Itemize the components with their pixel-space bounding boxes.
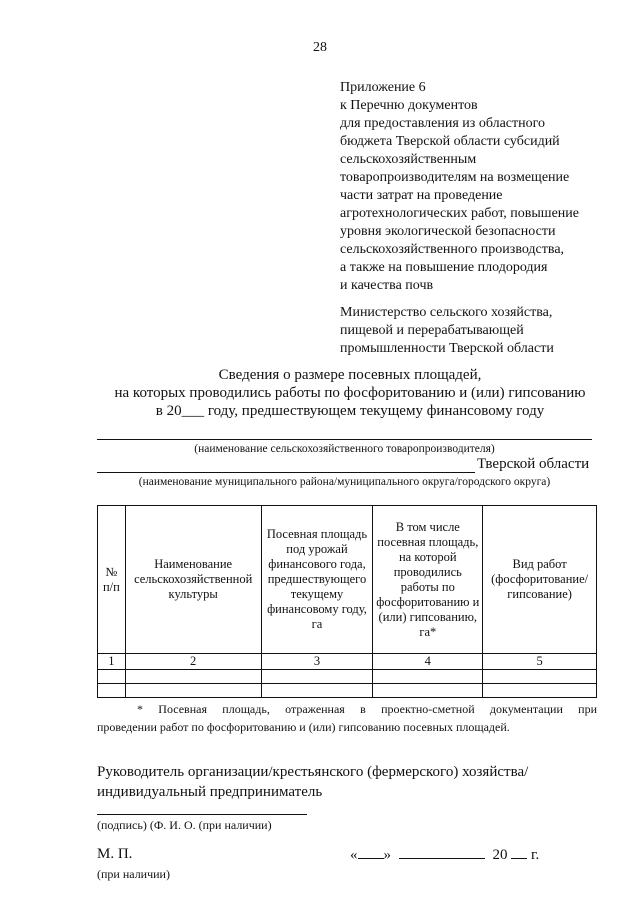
annex-line: товаропроизводителям на возмещение: [340, 170, 570, 185]
region-suffix: Тверской области: [477, 456, 590, 472]
signature-line[interactable]: [97, 814, 307, 815]
annex-line: а также на повышение плодородия: [340, 260, 548, 275]
annex-line: к Перечню документов: [340, 98, 478, 113]
annex-line: для предоставления из областного: [340, 116, 546, 131]
date-close-quote: »: [383, 847, 391, 863]
column-number: 5: [483, 654, 597, 670]
stamp-block: [97, 846, 170, 882]
table-cell[interactable]: [373, 684, 483, 698]
addressee: [340, 304, 620, 358]
municipality-name-line[interactable]: [97, 472, 475, 473]
header-treated-area: В том числе посевная площадь, на которой проводились работы по фосфоритованию и (или) гипсованию, га*: [373, 506, 483, 654]
table-cell[interactable]: [125, 684, 261, 698]
header-work-type: Вид работ (фосфоритование/ гипсование): [483, 506, 597, 654]
table-cell[interactable]: [483, 684, 597, 698]
footnote: [97, 700, 597, 736]
year-prefix: 20: [492, 847, 508, 863]
producer-name-line[interactable]: [97, 439, 592, 440]
producer-caption: (наименование сельскохозяйственного товаропроизводителя): [194, 443, 495, 455]
year-blank[interactable]: [511, 846, 527, 859]
column-number: 1: [98, 654, 126, 670]
table-number-row: [98, 654, 597, 670]
table-cell[interactable]: [261, 670, 373, 684]
annex-line: сельскохозяйственным: [340, 152, 477, 167]
column-number: 3: [261, 654, 373, 670]
table-row[interactable]: [98, 684, 597, 698]
table-cell[interactable]: [98, 670, 126, 684]
column-number: 4: [373, 654, 483, 670]
sowing-area-table: [97, 505, 597, 698]
footnote-line: проведении работ по фосфоритованию и (или) гипсованию посевных площадей.: [97, 720, 510, 734]
addressee-line: пищевой и перерабатывающей: [340, 323, 524, 338]
stamp-label: М. П.: [97, 846, 133, 862]
date-open-quote: «: [350, 847, 358, 863]
table-cell[interactable]: [261, 684, 373, 698]
table-cell[interactable]: [98, 684, 126, 698]
date-field: [350, 846, 539, 864]
title-line: на которых проводились работы по фосфоритованию и (или) гипсованию: [114, 385, 586, 401]
footnote-line: * Посевная площадь, отраженная в проектно-сметной документации при: [137, 702, 597, 716]
table-cell[interactable]: [373, 670, 483, 684]
municipality-caption: (наименование муниципального района/муниципального округа/городского округа): [138, 476, 551, 488]
month-blank[interactable]: [399, 846, 485, 859]
stamp-caption: (при наличии): [97, 867, 170, 881]
addressee-line: Министерство сельского хозяйства,: [340, 305, 553, 320]
table-row[interactable]: [98, 670, 597, 684]
table-header-row: [98, 506, 597, 654]
day-blank[interactable]: [358, 846, 384, 859]
annex-line: сельскохозяйственного производства,: [340, 242, 565, 257]
document-title: [60, 366, 640, 420]
annex-line: части затрат на проведение: [340, 188, 503, 203]
signature-caption: (подпись) (Ф. И. О. (при наличии): [97, 818, 272, 832]
annex-line: уровня экологической безопасности: [340, 224, 556, 239]
page-number: 28: [313, 40, 327, 55]
annex-line: и качества почв: [340, 278, 434, 293]
annex-line: Приложение 6: [340, 80, 426, 95]
header-sown-area: Посевная площадь под урожай финансового года, предшествующего текущему финансовому году, га: [261, 506, 373, 654]
column-number: 2: [125, 654, 261, 670]
annex-line: агротехнологических работ, повышение: [340, 206, 579, 221]
signature-block: [97, 762, 617, 802]
title-line: Сведения о размере посевных площадей,: [218, 367, 482, 383]
signatory-title: индивидуальный предприниматель: [97, 784, 323, 800]
header-number: № п/п: [98, 506, 126, 654]
addressee-line: промышленности Тверской области: [340, 341, 554, 356]
annex-reference: [340, 79, 620, 295]
header-crop: Наименование сельскохозяйственной культуры: [125, 506, 261, 654]
signatory-title: Руководитель организации/крестьянского (фермерского) хозяйства/: [97, 764, 529, 780]
table-cell[interactable]: [483, 670, 597, 684]
year-suffix: г.: [531, 847, 540, 863]
title-line: в 20___ году, предшествующем текущему финансовому году: [155, 403, 545, 419]
table-cell[interactable]: [125, 670, 261, 684]
annex-line: бюджета Тверской области субсидий: [340, 134, 560, 149]
